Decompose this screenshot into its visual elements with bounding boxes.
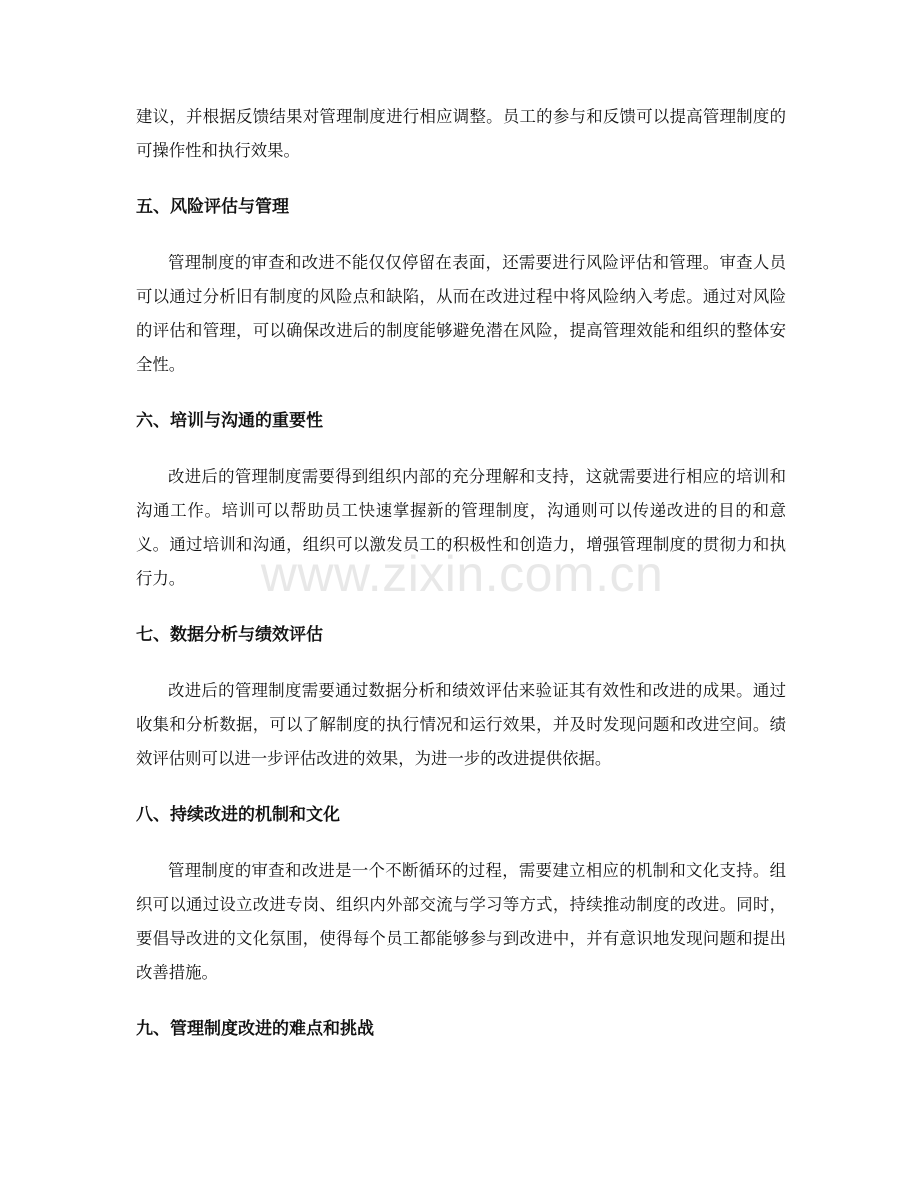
section-body-6: 改进后的管理制度需要得到组织内部的充分理解和支持，这就需要进行相应的培训和沟通工作。培训可以帮助员工快速掌握新的管理制度，沟通则可以传递改进的目的和意义。通过培训和沟通，组织可以激发员工的积极性和创造力，增强管理制度的贯彻力和执行力。 (136, 467, 786, 588)
document-body (136, 100, 786, 1046)
watermark: www.zixin.com.cn (260, 546, 664, 602)
intro-paragraph: 建议，并根据反馈结果对管理制度进行相应调整。员工的参与和反馈可以提高管理制度的可操作性和执行效果。 (136, 107, 786, 160)
section-body-7: 改进后的管理制度需要通过数据分析和绩效评估来验证其有效性和改进的成果。通过收集和分析数据，可以了解制度的执行情况和运行效果，并及时发现问题和改进空间。绩效评估则可以进一步评估改进的效果，为进一步的改进提供依据。 (136, 681, 786, 768)
section-heading-5: 五、风险评估与管理 (136, 197, 289, 217)
section-heading-7: 七、数据分析与绩效评估 (136, 625, 323, 645)
section-heading-9: 九、管理制度改进的难点和挑战 (136, 1019, 374, 1039)
section-body-8: 管理制度的审查和改进是一个不断循环的过程，需要建立相应的机制和文化支持。组织可以通过设立改进专岗、组织内外部交流与学习等方式，持续推动制度的改进。同时，要倡导改进的文化氛围，使得每个员工都能够参与到改进中，并有意识地发现问题和提出改善措施。 (136, 861, 786, 982)
section-heading-6: 六、培训与沟通的重要性 (136, 411, 323, 431)
section-heading-8: 八、持续改进的机制和文化 (136, 805, 340, 825)
section-body-5: 管理制度的审查和改进不能仅仅停留在表面，还需要进行风险评估和管理。审查人员可以通过分析旧有制度的风险点和缺陷，从而在改进过程中将风险纳入考虑。通过对风险的评估和管理，可以确保改进后的制度能够避免潜在风险，提高管理效能和组织的整体安全性。 (136, 253, 786, 374)
